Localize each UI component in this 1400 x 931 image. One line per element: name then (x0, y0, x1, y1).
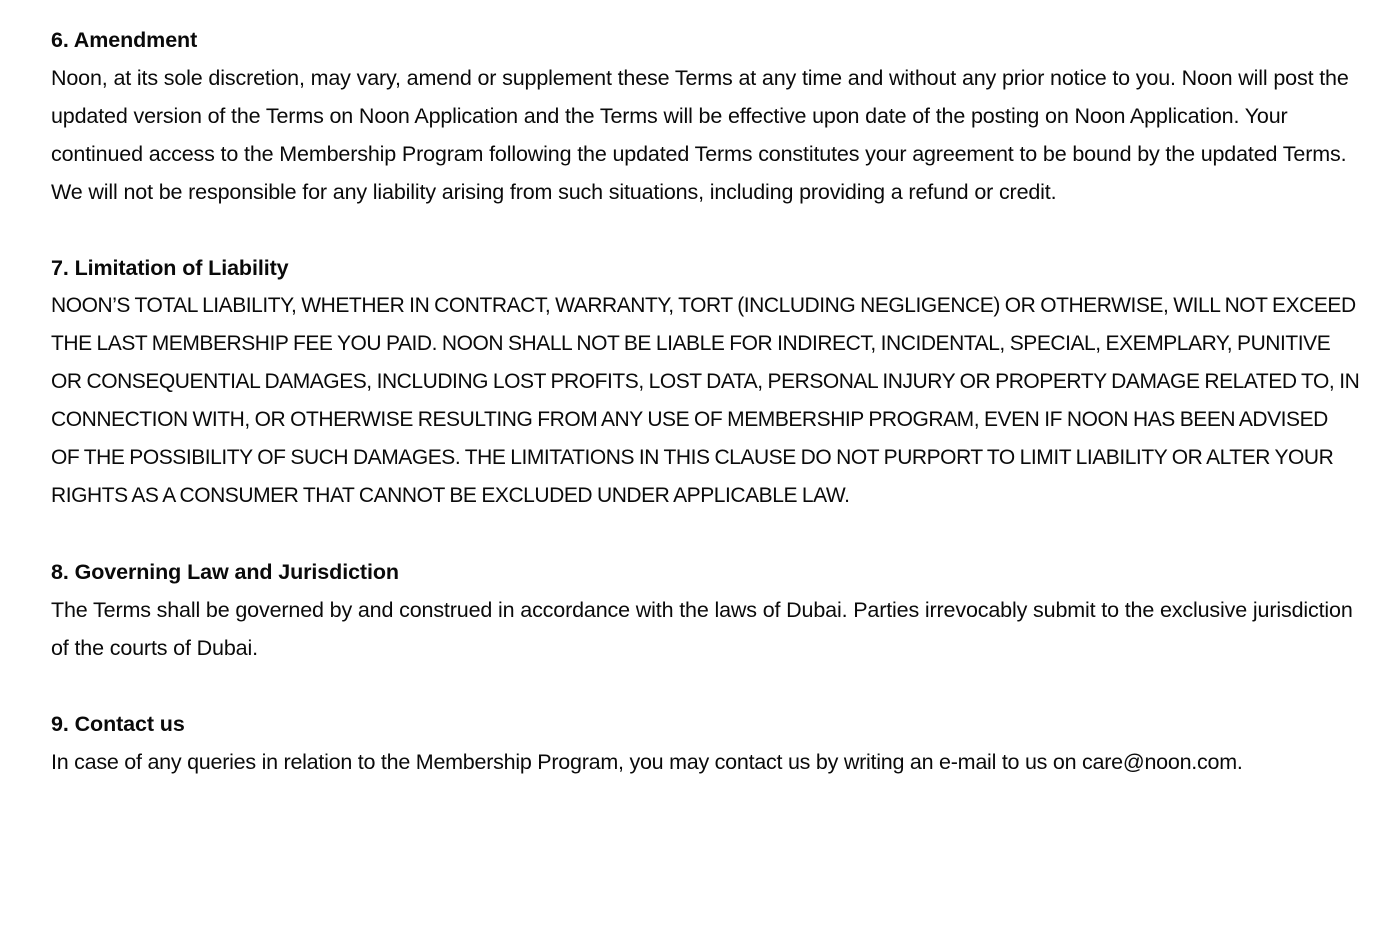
section-heading-contact-us: 9. Contact us (51, 712, 185, 736)
section-heading-limitation-of-liability: 7. Limitation of Liability (51, 256, 289, 280)
section-heading-amendment: 6. Amendment (51, 28, 198, 52)
section-body-limitation-of-liability: NOON’S TOTAL LIABILITY, WHETHER IN CONTRACT, WARRANTY, TORT (INCLUDING NEGLIGENCE) OR OTHERWISE, WILL NOT EXCEED THE LAST MEMBERSHIP FEE YOU PAID. NOON SHALL NOT BE LIABLE FOR INDIRECT, INCIDENTAL, SPECIAL, EXEMPLARY, PUNITIVE OR CONSEQUENTIAL DAMAGES, INCLUDING LOST PROFITS, LOST DATA, PERSONAL INJURY OR PROPERTY DAMAGE RELATED TO, IN CONNECTION WITH, OR OTHERWISE RESULTING FROM ANY USE OF MEMBERSHIP PROGRAM, EVEN IF NOON HAS BEEN ADVISED OF THE POSSIBILITY OF SUCH DAMAGES. THE LIMITATIONS IN THIS CLAUSE DO NOT PURPORT TO LIMIT LIABILITY OR ALTER YOUR RIGHTS AS A CONSUMER THAT CANNOT BE EXCLUDED UNDER APPLICABLE LAW. (51, 294, 1360, 507)
section-body-governing-law: The Terms shall be governed by and construed in accordance with the laws of Dubai. Parties irrevocably submit to the exclusive jurisdiction of the courts of Dubai. (51, 598, 1353, 660)
section-heading-governing-law: 8. Governing Law and Jurisdiction (51, 560, 399, 584)
section-body-amendment: Noon, at its sole discretion, may vary, amend or supplement these Terms at any time and without any prior notice to you. Noon will post the updated version of the Terms on Noon Application and the Terms will be effective upon date of the posting on Noon Application. Your continued access to the Membership Program following the updated Terms constitutes your agreement to be bound by the updated Terms. We will not be responsible for any liability arising from such situations, including providing a refund or credit. (51, 66, 1349, 204)
section-contact-us (51, 705, 1360, 781)
section-body-contact-us (51, 743, 1360, 781)
section-governing-law (51, 553, 1360, 667)
contact-text-suffix: . (1236, 750, 1243, 774)
contact-text-prefix: In case of any queries in relation to the Membership Program, you may contact us by writing an e-mail to us on (51, 750, 1083, 774)
section-limitation-of-liability (51, 249, 1360, 515)
contact-email-link[interactable]: care@noon.com (1082, 750, 1237, 774)
section-amendment (51, 21, 1360, 211)
